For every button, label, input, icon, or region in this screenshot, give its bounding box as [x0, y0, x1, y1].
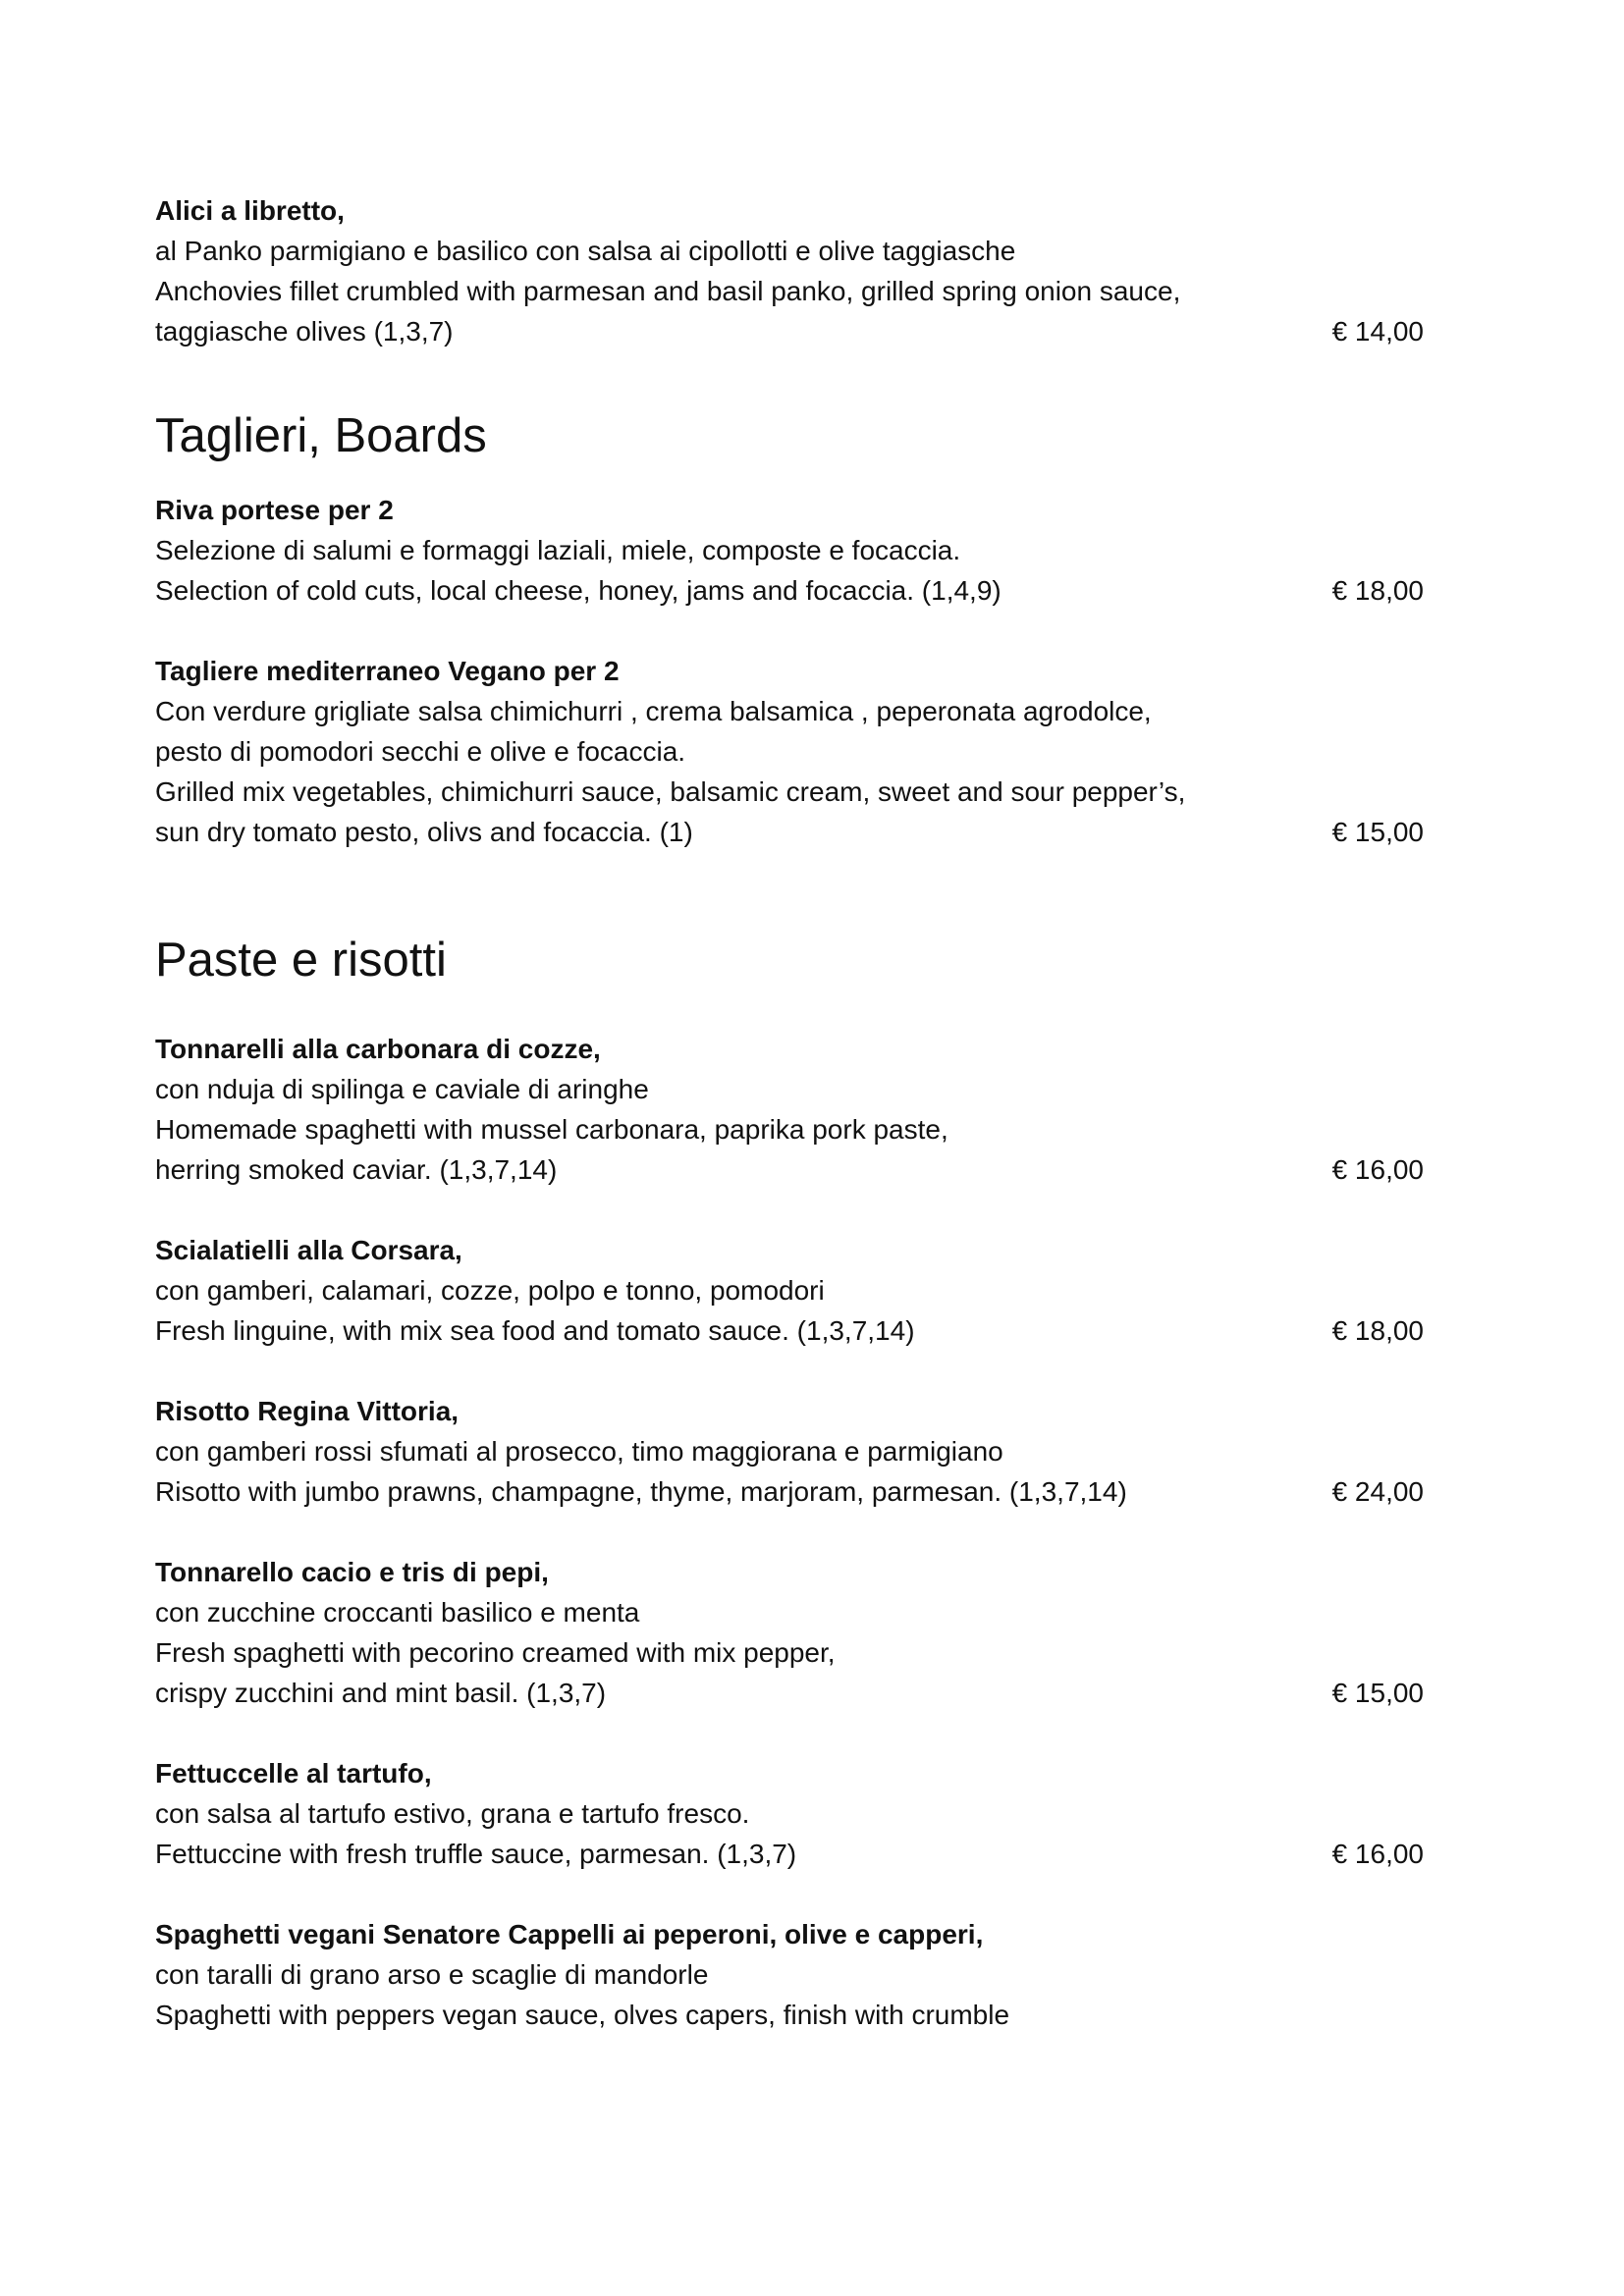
- item-description-line: pesto di pomodori secchi e olive e focaccia.: [155, 736, 686, 767]
- item-description-line: Con verdure grigliate salsa chimichurri , crema balsamica , peperonata agrodolce,: [155, 696, 1152, 726]
- item-description-line: Grilled mix vegetables, chimichurri sauce, balsamic cream, sweet and sour pepper’s,: [155, 776, 1186, 807]
- item-description-line: Spaghetti with peppers vegan sauce, olves capers, finish with crumble: [155, 2000, 1010, 2030]
- menu-item-tonnarello-cacio: [155, 1552, 1432, 1713]
- item-price: € 24,00: [1331, 1476, 1424, 1507]
- item-description-line: taggiasche olives (1,3,7): [155, 316, 454, 347]
- section-title-taglieri: Taglieri, Boards: [155, 409, 487, 462]
- item-name: Fettuccelle al tartufo,: [155, 1758, 432, 1789]
- item-description-line: con salsa al tartufo estivo, grana e tartufo fresco.: [155, 1798, 750, 1829]
- item-price: € 14,00: [1331, 316, 1424, 347]
- menu-item-tagliere-vegano: [155, 651, 1432, 852]
- item-name: Spaghetti vegani Senatore Cappelli ai peperoni, olive e capperi,: [155, 1919, 984, 1949]
- item-description-line: con taralli di grano arso e scaglie di mandorle: [155, 1959, 709, 1990]
- item-description-line: crispy zucchini and mint basil. (1,3,7): [155, 1678, 607, 1708]
- menu-item-risotto-regina: [155, 1391, 1432, 1512]
- item-description-line: Fresh spaghetti with pecorino creamed with mix pepper,: [155, 1637, 836, 1668]
- item-description-line: Selection of cold cuts, local cheese, honey, jams and focaccia. (1,4,9): [155, 575, 1001, 606]
- item-description-line: Risotto with jumbo prawns, champagne, thyme, marjoram, parmesan. (1,3,7,14): [155, 1476, 1127, 1507]
- item-name: Alici a libretto,: [155, 195, 345, 226]
- item-price: € 18,00: [1331, 575, 1424, 606]
- item-name: Tonnarello cacio e tris di pepi,: [155, 1557, 549, 1587]
- item-name: Riva portese per 2: [155, 495, 394, 525]
- item-price: € 15,00: [1331, 1678, 1424, 1708]
- item-name: Risotto Regina Vittoria,: [155, 1396, 460, 1426]
- item-description-line: con gamberi, calamari, cozze, polpo e tonno, pomodori: [155, 1275, 825, 1306]
- item-description-line: con zucchine croccanti basilico e menta: [155, 1597, 640, 1628]
- item-name: Scialatielli alla Corsara,: [155, 1235, 462, 1265]
- menu-item-spaghetti-vegani: [155, 1914, 1432, 2035]
- item-price: € 15,00: [1331, 817, 1424, 847]
- menu-item-riva-portese: [155, 490, 1432, 611]
- menu-item-fettuccelle: [155, 1753, 1432, 1874]
- item-description-line: con nduja di spilinga e caviale di aringhe: [155, 1074, 649, 1104]
- item-description-line: Homemade spaghetti with mussel carbonara, paprika pork paste,: [155, 1114, 948, 1145]
- item-name: Tonnarelli alla carbonara di cozze,: [155, 1034, 601, 1064]
- item-description-line: con gamberi rossi sfumati al prosecco, timo maggiorana e parmigiano: [155, 1436, 1003, 1467]
- item-price: € 16,00: [1331, 1154, 1424, 1185]
- item-description-line: Selezione di salumi e formaggi laziali, miele, composte e focaccia.: [155, 535, 961, 565]
- menu-page: [155, 190, 1432, 2035]
- item-price: € 18,00: [1331, 1315, 1424, 1346]
- item-name: Tagliere mediterraneo Vegano per 2: [155, 656, 620, 686]
- item-description-line: herring smoked caviar. (1,3,7,14): [155, 1154, 558, 1185]
- menu-item-alici: [155, 190, 1432, 351]
- item-description-line: Anchovies fillet crumbled with parmesan and basil panko, grilled spring onion sauce,: [155, 276, 1181, 306]
- menu-item-scialatielli: [155, 1230, 1432, 1351]
- section-title-paste-risotti: Paste e risotti: [155, 934, 447, 987]
- menu-item-tonnarelli-carbonara: [155, 1029, 1432, 1190]
- item-price: € 16,00: [1331, 1839, 1424, 1869]
- item-description-line: Fettuccine with fresh truffle sauce, parmesan. (1,3,7): [155, 1839, 797, 1869]
- item-description-line: al Panko parmigiano e basilico con salsa ai cipollotti e olive taggiasche: [155, 236, 1016, 266]
- item-description-line: Fresh linguine, with mix sea food and tomato sauce. (1,3,7,14): [155, 1315, 915, 1346]
- item-description-line: sun dry tomato pesto, olivs and focaccia. (1): [155, 817, 693, 847]
